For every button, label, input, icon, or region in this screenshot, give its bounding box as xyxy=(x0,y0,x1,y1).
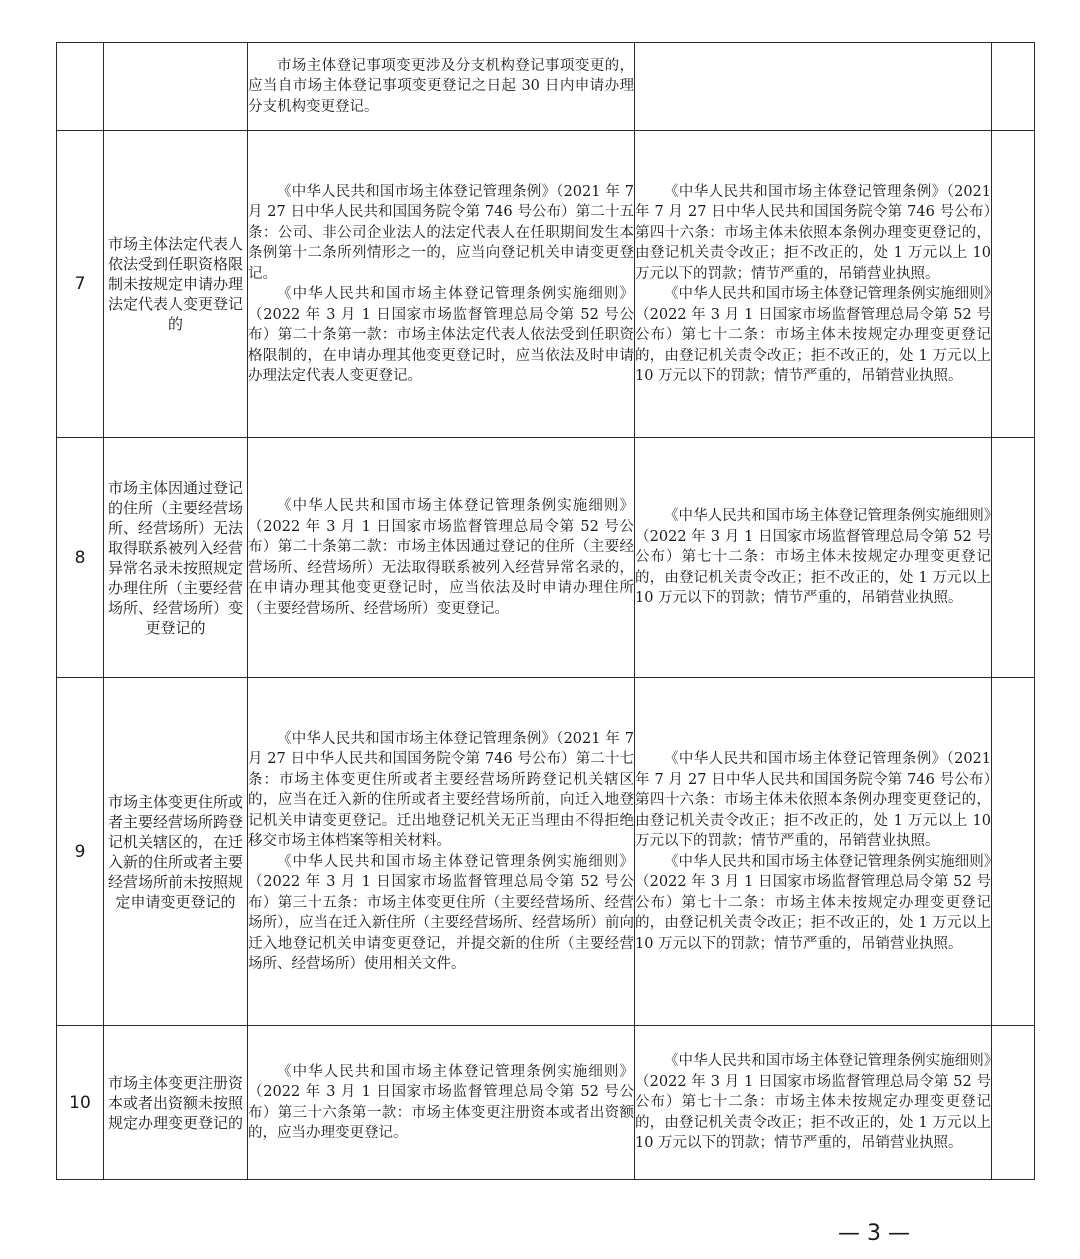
legal-basis-cell xyxy=(248,438,635,678)
table-body xyxy=(57,43,1035,1180)
violation-cell xyxy=(104,438,248,678)
violation-cell xyxy=(104,1026,248,1180)
penalty-basis-cell xyxy=(635,131,992,438)
penalty-paragraph: 《中华人民共和国市场主体登记管理条例实施细则》（2022 年 3 月 1 日国家市场监督管理总局令第 52 号公布）第七十二条：市场主体未按规定办理变更登记的，由登记机关责令改正；拒不改正的，处 1 万元以上 10 万元以下的罚款；情节严重的，吊销营业执照。 xyxy=(635,853,991,952)
legal-basis-cell xyxy=(248,43,635,131)
remark-cell xyxy=(992,438,1035,678)
table-row xyxy=(57,678,1035,1026)
violation-text: 市场主体因通过登记的住所（主要经营场所、经营场所）无法取得联系被列入经营异常名录未按照规定办理住所（主要经营场所、经营场所）变更登记的 xyxy=(107,478,243,637)
penalty-basis-cell xyxy=(635,1026,992,1180)
violation-cell xyxy=(104,131,248,438)
row-number: 10 xyxy=(57,1026,104,1180)
legal-basis-paragraph: 《中华人民共和国市场主体登记管理条例实施细则》（2022 年 3 月 1 日国家市场监督管理总局令第 52 号公布）第三十六条第一款：市场主体变更注册资本或者出资额的，应当办理变更登记。 xyxy=(248,1063,634,1141)
legal-basis-paragraph: 《中华人民共和国市场主体登记管理条例实施细则》（2022 年 3 月 1 日国家市场监督管理总局令第 52 号公布）第二十条第二款：市场主体因通过登记的住所（主要经营场所、经营场所）无法取得联系被列入经营异常名录的，在申请办理其他变更登记时，应当依法及时申请办理住所（主要经营场所、经营场所）变更登记。 xyxy=(248,498,634,617)
table-row xyxy=(57,43,1035,131)
remark-cell xyxy=(992,1026,1035,1180)
legal-basis-paragraph: 《中华人民共和国市场主体登记管理条例》（2021 年 7 月 27 日中华人民共和国国务院令第 746 号公布）第二十七条：市场主体变更住所或者主要经营场所跨登记机关辖区的，应当在迁入新的住所或者主要经营场所前，向迁入地登记机关申请变更登记。迁出地登记机关无正当理由不得拒绝移交市场主体档案等相关材料。 xyxy=(248,730,634,849)
regulation-table xyxy=(56,42,1035,1180)
legal-basis-paragraph: 《中华人民共和国市场主体登记管理条例》（2021 年 7 月 27 日中华人民共和国国务院令第 746 号公布）第二十五条：公司、非公司企业法人的法定代表人在任职期间发生本条例第十二条所列情形之一的，应当向登记机关申请变更登记。 xyxy=(248,183,634,282)
remark-cell xyxy=(992,43,1035,131)
legal-basis-paragraph: 《中华人民共和国市场主体登记管理条例实施细则》（2022 年 3 月 1 日国家市场监督管理总局令第 52 号公布）第二十条第一款：市场主体法定代表人依法受到任职资格限制的，在申请办理其他变更登记时，应当依法及时申请办理法定代表人变更登记。 xyxy=(248,286,634,384)
penalty-paragraph: 《中华人民共和国市场主体登记管理条例实施细则》（2022 年 3 月 1 日国家市场监督管理总局令第 52 号公布）第七十二条：市场主体未按规定办理变更登记的，由登记机关责令改正；拒不改正的，处 1 万元以上 10 万元以下的罚款；情节严重的，吊销营业执照。 xyxy=(635,286,991,384)
violation-text: 市场主体变更注册资本或者出资额未按照规定办理变更登记的 xyxy=(107,1073,243,1132)
violation-text: 市场主体变更住所或者主要经营场所跨登记机关辖区的，在迁入新的住所或者主要经营场所前未按照规定申请变更登记的 xyxy=(107,792,243,911)
legal-basis-cell xyxy=(248,131,635,438)
penalty-paragraph: 《中华人民共和国市场主体登记管理条例》（2021 年 7 月 27 日中华人民共和国国务院令第 746 号公布）第四十六条：市场主体未依照本条例办理变更登记的，由登记机关责令改正；拒不改正的，处 1 万元以上 10 万元以下的罚款；情节严重的，吊销营业执照。 xyxy=(635,183,991,282)
penalty-basis-cell xyxy=(635,438,992,678)
legal-basis-cell xyxy=(248,1026,635,1180)
penalty-basis-cell xyxy=(635,43,992,131)
legal-basis-paragraph: 市场主体登记事项变更涉及分支机构登记事项变更的，应当自市场主体登记事项变更登记之日起 30 日内申请办理分支机构变更登记。 xyxy=(248,57,634,115)
penalty-basis-cell xyxy=(635,678,992,1026)
table-row xyxy=(57,131,1035,438)
violation-cell xyxy=(104,678,248,1026)
row-number xyxy=(57,43,104,131)
table-row xyxy=(57,1026,1035,1180)
penalty-paragraph: 《中华人民共和国市场主体登记管理条例实施细则》（2022 年 3 月 1 日国家市场监督管理总局令第 52 号公布）第七十二条：市场主体未按规定办理变更登记的，由登记机关责令改正；拒不改正的，处 1 万元以上 10 万元以下的罚款；情节严重的，吊销营业执照。 xyxy=(635,1053,991,1152)
page-number: — 3 — xyxy=(838,1221,910,1246)
penalty-paragraph: 《中华人民共和国市场主体登记管理条例实施细则》（2022 年 3 月 1 日国家市场监督管理总局令第 52 号公布）第七十二条：市场主体未按规定办理变更登记的，由登记机关责令改正；拒不改正的，处 1 万元以上 10 万元以下的罚款；情节严重的，吊销营业执照。 xyxy=(635,508,991,607)
remark-cell xyxy=(992,678,1035,1026)
penalty-paragraph: 《中华人民共和国市场主体登记管理条例》（2021 年 7 月 27 日中华人民共和国国务院令第 746 号公布）第四十六条：市场主体未依照本条例办理变更登记的，由登记机关责令改正；拒不改正的，处 1 万元以上 10 万元以下的罚款；情节严重的，吊销营业执照。 xyxy=(635,751,991,849)
row-number: 9 xyxy=(57,678,104,1026)
violation-cell xyxy=(104,43,248,131)
legal-basis-cell xyxy=(248,678,635,1026)
row-number: 8 xyxy=(57,438,104,678)
row-number: 7 xyxy=(57,131,104,438)
remark-cell xyxy=(992,131,1035,438)
table-row xyxy=(57,438,1035,678)
violation-text: 市场主体法定代表人依法受到任职资格限制未按规定申请办理法定代表人变更登记的 xyxy=(107,235,243,333)
legal-basis-paragraph: 《中华人民共和国市场主体登记管理条例实施细则》（2022 年 3 月 1 日国家市场监督管理总局令第 52 号公布）第三十五条：市场主体变更住所（主要经营场所、经营场所），应当在迁入新住所（主要经营场所、经营场所）前向迁入地登记机关申请变更登记，并提交新的住所（主要经营场所、经营场所）使用相关文件。 xyxy=(248,853,634,972)
